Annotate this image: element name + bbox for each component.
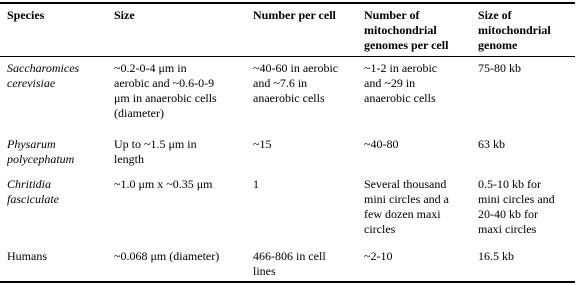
- cell-line: 466-806 in cell: [253, 249, 326, 263]
- cell-line: lines: [253, 264, 276, 278]
- table-bottom-rule: [0, 281, 575, 283]
- cell-line: Several thousand: [364, 177, 447, 191]
- cell-line: mini circles and a: [364, 192, 449, 206]
- header-line: Number per cell: [253, 8, 336, 22]
- row-4-genomes-per-cell: [364, 249, 393, 264]
- cell-line: Chritidia: [7, 177, 52, 191]
- cell-line: Up to ~1.5 μm in: [114, 137, 197, 151]
- cell-line: μm in anaerobic cells: [114, 91, 217, 105]
- table-header-rule: [0, 56, 575, 57]
- cell-line: and ~29 in: [364, 76, 416, 90]
- cell-line: ~1-2 in aerobic: [364, 61, 438, 75]
- row-1-size: [114, 61, 217, 121]
- row-3-genomes-per-cell: [364, 177, 449, 237]
- row-3-number-per-cell: [253, 177, 259, 192]
- cell-line: 20-40 kb for: [478, 207, 538, 221]
- row-3-size: [114, 177, 213, 192]
- cell-line: ~40-80: [364, 137, 399, 151]
- header-line: mitochondrial: [364, 23, 437, 37]
- row-1-genome-size: [478, 61, 521, 76]
- row-2-number-per-cell: [253, 137, 272, 152]
- header-line: Size: [114, 8, 135, 22]
- cell-line: cerevisiae: [7, 76, 56, 90]
- row-2-species: [7, 137, 74, 167]
- header-size: [114, 8, 135, 23]
- cell-line: aerobic and ~0.6-0-9: [114, 76, 215, 90]
- header-line: genome: [478, 38, 518, 52]
- table-top-rule: [0, 2, 575, 4]
- cell-line: length: [114, 152, 144, 166]
- cell-line: ~15: [253, 137, 272, 151]
- row-1-genomes-per-cell: [364, 61, 437, 106]
- cell-line: mini circles and: [478, 192, 555, 206]
- row-4-species: [7, 249, 47, 264]
- cell-line: ~0.2-0-4 μm in: [114, 61, 187, 75]
- cell-line: ~2-10: [364, 249, 393, 263]
- cell-line: 1: [253, 177, 259, 191]
- header-genomes-per-cell: [364, 8, 448, 53]
- cell-line: ~40-60 in aerobic: [253, 61, 339, 75]
- cell-line: Saccharomices: [7, 61, 80, 75]
- cell-line: anaerobic cells: [364, 91, 436, 105]
- header-number-per-cell: [253, 8, 336, 23]
- cell-line: circles: [364, 222, 396, 236]
- cell-line: 75-80 kb: [478, 61, 521, 75]
- row-4-number-per-cell: [253, 249, 326, 279]
- cell-line: few dozen maxi: [364, 207, 441, 221]
- row-4-genome-size: [478, 249, 514, 264]
- header-line: mitochondrial: [478, 23, 551, 37]
- cell-line: Humans: [7, 249, 47, 263]
- cell-line: polycephatum: [7, 152, 75, 166]
- cell-line: (diameter): [114, 106, 164, 120]
- row-1-number-per-cell: [253, 61, 338, 106]
- row-2-genomes-per-cell: [364, 137, 399, 152]
- cell-line: ~1.0 μm x ~0.35 μm: [114, 177, 213, 191]
- header-line: genomes per cell: [364, 38, 449, 52]
- row-3-genome-size: [478, 177, 555, 237]
- row-4-size: [114, 249, 219, 264]
- cell-line: 16.5 kb: [478, 249, 514, 263]
- cell-line: 0.5-10 kb for: [478, 177, 541, 191]
- row-2-size: [114, 137, 197, 167]
- header-line: Species: [7, 8, 45, 22]
- row-1-species: [7, 61, 79, 91]
- header-line: Size of: [478, 8, 512, 22]
- cell-line: maxi circles: [478, 222, 537, 236]
- header-species: [7, 8, 44, 23]
- cell-line: ~0.068 μm (diameter): [114, 249, 220, 263]
- cell-line: fasciculate: [7, 192, 59, 206]
- cell-line: anaerobic cells: [253, 91, 325, 105]
- header-genome-size: [478, 8, 551, 53]
- cell-line: 63 kb: [478, 137, 505, 151]
- cell-line: and ~7.6 in: [253, 76, 308, 90]
- cell-line: Physarum: [7, 137, 56, 151]
- row-3-species: [7, 177, 59, 207]
- header-line: Number of: [364, 8, 420, 22]
- row-2-genome-size: [478, 137, 505, 152]
